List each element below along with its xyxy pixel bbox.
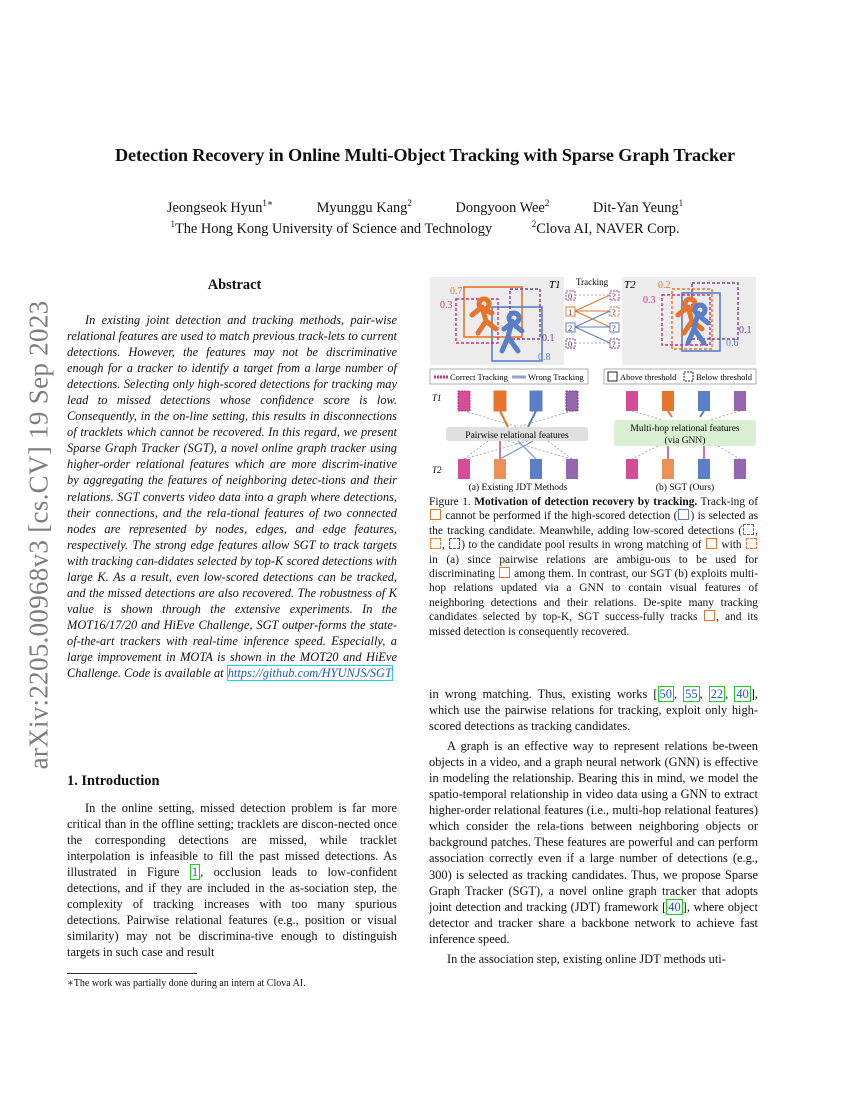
magenta-dashed-box-icon <box>743 524 754 535</box>
feat-node <box>626 391 638 411</box>
feat-node <box>626 459 638 479</box>
footnote-rule <box>67 973 197 974</box>
figure-mark <box>575 295 610 343</box>
blue-box-icon <box>678 509 689 520</box>
subcaption-a: (a) Existing JDT Methods <box>468 483 568 492</box>
label-tracking: Tracking <box>576 277 609 287</box>
affiliation-list <box>0 219 850 238</box>
figure-mark <box>518 411 572 427</box>
citation-link[interactable]: 50 <box>659 687 672 701</box>
author: Dit-Yan Yeung$^1$ <box>592 198 684 216</box>
node-text: 0 <box>568 339 573 349</box>
edge <box>575 327 610 343</box>
figure-mark <box>500 411 508 427</box>
figure-mark <box>464 441 528 459</box>
multihop-label-1: Multi-hop relational features <box>630 424 740 434</box>
feat-node <box>530 459 542 479</box>
score-01b: 0.1 <box>739 325 752 336</box>
score-03b: 0.3 <box>643 295 656 306</box>
figure-1 <box>428 277 758 492</box>
figure-mark <box>700 411 704 417</box>
orange-box-icon <box>706 538 717 549</box>
nodes-b-bottom <box>626 459 746 479</box>
feat-node <box>662 391 674 411</box>
author: Jeongseok Hyun$^{1∗}$ <box>166 198 274 216</box>
orange-dashed-box-icon <box>430 538 441 549</box>
figure-mark <box>718 446 740 459</box>
score-01a: 0.1 <box>542 333 555 344</box>
author: Myunggu Kang$^2$ <box>316 198 412 216</box>
legend-correct: Correct Tracking <box>450 372 508 382</box>
legend-below: Below threshold <box>696 372 752 382</box>
node-text: 1 <box>568 307 573 317</box>
citation-link[interactable]: 40 <box>736 687 749 701</box>
figure-ref-link[interactable]: 1 <box>191 865 199 880</box>
node-text: ? <box>612 291 616 301</box>
citation-link[interactable]: 22 <box>710 687 724 701</box>
label-t2: T2 <box>624 279 636 291</box>
node-text: ? <box>612 323 616 333</box>
abstract-heading: Abstract <box>207 277 262 293</box>
legend-above: Above threshold <box>620 372 677 382</box>
figure-mark <box>528 411 536 427</box>
figure-mark <box>464 411 518 427</box>
node-text: 2 <box>568 323 573 333</box>
feat-node <box>530 391 542 411</box>
nodes-a-bottom <box>458 459 578 479</box>
node-text: ? <box>612 339 616 349</box>
figure-caption: Figure 1. Motivation of detection recovery by tracking. Track-ing of cannot be performed if the high-scored detection ( ) is selected as the tracking candidate. Meanwhile, adding low-scored detections ( , , ) to the candidate pool results in wrong matching of with in (a) since pairwise relations are ambigu-ous to be used for discriminating among them. In contrast, our SGT (b) exploits multi-hop relations updated via a GNN to contain visual features of neighboring detections and their relations. De-spite many tracking candidates selected by top-K, SGT success-fully tracks , and its missed detection is consequently recovered. <box>429 496 759 638</box>
side-label-t1: T1 <box>432 393 442 403</box>
figure-mark <box>668 411 672 417</box>
feat-node <box>566 391 578 411</box>
arxiv-stamp: arXiv:2205.00968v3 [cs.CV] 19 Sep 2023 <box>23 300 54 770</box>
feat-node <box>734 459 746 479</box>
feat-node <box>698 459 710 479</box>
score-03a: 0.3 <box>440 300 453 311</box>
score-07: 0.7 <box>450 286 463 297</box>
pairwise-label: Pairwise relational features <box>465 431 569 441</box>
orange-box-icon <box>430 509 441 520</box>
intro-text: In the online setting, missed detection problem is far more critical than in the offline setting; tracklets are discon-nected once the corresponding detections are missed, while tracklet interpolation is infeasible to fill the past missed detections. As illustrated in Figure 1 , occlusion leads to low-confident detections, and if they are included in the as-sociation step, the complexity of tracking increases with too many spurious detections. Pairwise relational features (e.g., position or visual similarity) may not be discrimina-tive enough to distinguish targets in such case and result <box>67 801 397 960</box>
subcaption-b: (b) SGT (Ours) <box>655 483 715 492</box>
multihop-label-2: (via GNN) <box>664 436 706 446</box>
feat-node <box>494 459 506 479</box>
score-02: 0.2 <box>658 280 671 291</box>
feat-node <box>458 391 470 411</box>
paper-title: Detection Recovery in Online Multi-Object Tracking with Sparse Graph Tracker <box>115 145 735 165</box>
abstract-text: In existing joint detection and tracking methods, pair-wise relational features are used to match previous track-lets to current detections. However, the features may not be discriminative enough for a tracker to identify a target from a large number of detections. Selecting only high-scored detections for tracking may lead to missed detections whose confidence score is low. Consequently, in the on-line setting, this results in disconnections of tracklets which cannot be recovered. In this regard, we present Sparse Graph Tracker (SGT), a novel online graph tracker using higher-order relational features which are more discrim-inative by aggregating the features of neighboring detec-tions and their relations. SGT converts video data into a graph where detections, their connections, and the rela-tional features of two connected nodes are represented by nodes, edges, and edge features, respectively. The strong edge features allow SGT to track targets with tracking can-didates selected by top-K scored detections with large K. As a result, even low-scored detections can be tracked, and the missed detections are also recovered. The robustness of K value is shown through the extensive experiments. In the MOT16/17/20 and HiEve Challenge, SGT outper-forms the state-of-the-art trackers with real-time inference speed. Especially, a large improvement in MOTA is shown in the MOT20 and HiEve Challenge. Code is available at https://github.com/HYUNJS/SGT <box>67 313 397 681</box>
nodes-a-top <box>458 391 578 411</box>
section-heading: 1. Introduction <box>67 773 160 789</box>
side-label-t2: T2 <box>432 465 442 475</box>
feat-node <box>566 459 578 479</box>
orange-dashed-box-icon <box>746 538 757 549</box>
nodes-b-top <box>626 391 746 411</box>
purple-dashed-box-icon <box>449 538 460 549</box>
score-08: 0.8 <box>538 352 551 363</box>
figure-mark <box>566 291 619 349</box>
figure-mark <box>464 441 488 459</box>
author: Dongyoon Wee$^2$ <box>455 198 550 216</box>
code-link[interactable]: https://github.com/HYUNJS/SGT <box>227 666 392 681</box>
author-list <box>0 198 850 217</box>
score-06: 0.6 <box>726 338 739 349</box>
affiliation: $^1$The Hong Kong University of Science and Technology <box>170 219 493 237</box>
citation-link[interactable]: 55 <box>685 687 698 701</box>
right-column-text: in wrong matching. Thus, existing works [ 50 , 55 , 22 , 40 ], which use the pairwise relations for tracking, exploit only high-scored detections as tracking candidates. A graph is an effective way to represent relations be-tween objects in a video, and a graph neural network (GNN) is effective in modeling the relationship. Bearing this in mind, we model the spatio-temporal relationship in video data using a GNN to extract higher-order relational features (i.e., multi-hop relational features) which consider the rela-tions between neighboring objects or background patches. These features are powerful and can perform association correctly even if a large number of detections (e.g., 300) is selected as tracking candidates. Thus, we propose Sparse Graph Tracker (SGT), a novel online graph tracker that adopts joint detection and tracking (JDT) framework [ 40 ], where object detector and tracker share a backbone network to achieve fast inference speed. In the association step, existing online JDT methods uti- <box>429 687 758 966</box>
legend-wrong: Wrong Tracking <box>528 372 584 382</box>
figure-mark <box>632 446 658 459</box>
feat-node <box>494 391 506 411</box>
label-t1: T1 <box>549 279 561 291</box>
feat-node <box>698 391 710 411</box>
feat-node <box>458 459 470 479</box>
feat-node <box>734 391 746 411</box>
figure-mark <box>548 441 572 459</box>
citation-link[interactable]: 40 <box>668 899 681 914</box>
node-text: ? <box>612 307 616 317</box>
edge <box>575 295 610 311</box>
feat-node <box>662 459 674 479</box>
orange-box-icon <box>499 567 510 578</box>
node-text: 0 <box>568 291 573 301</box>
affiliation: $^2$Clova AI, NAVER Corp. <box>531 219 680 237</box>
footnote: ∗The work was partially done during an intern at Clova AI. <box>67 978 306 989</box>
orange-box-icon <box>704 610 715 621</box>
